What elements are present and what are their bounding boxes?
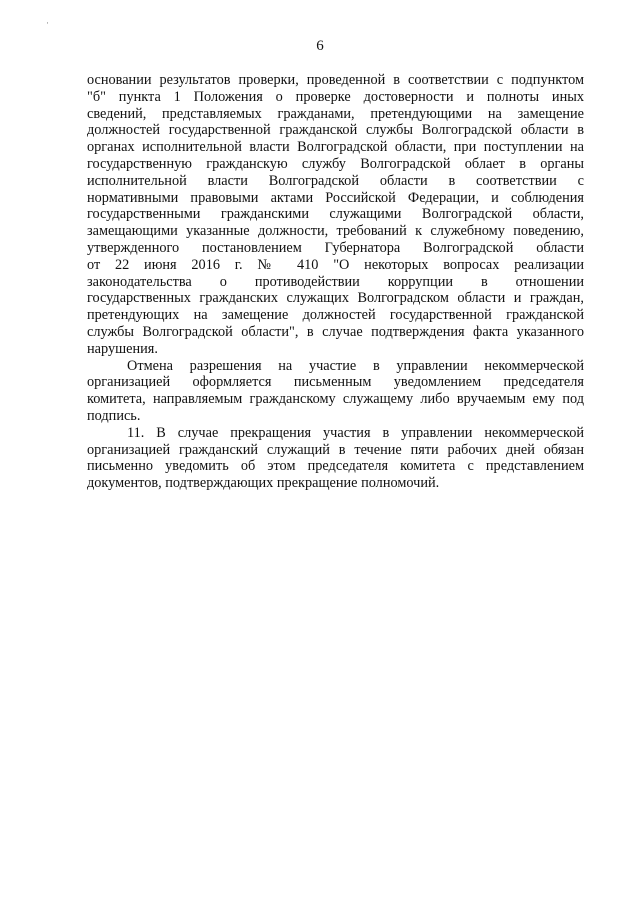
text-line: Отмена разрешения на участие в управлении некоммерческой xyxy=(127,357,584,374)
text-line: от 22 июня 2016 г. № 410 "О некоторых вопросах реализации xyxy=(87,256,584,273)
text-line: законодательства о противодействии коррупции в отношении xyxy=(87,273,584,290)
text-line: документов, подтверждающих прекращение полномочий. xyxy=(87,475,440,492)
text-line: органах исполнительной власти Волгоградской области, при поступлении на xyxy=(87,139,584,156)
text-line: сведений, представляемых гражданами, претендующими на замещение xyxy=(87,105,584,122)
text-line: организацией гражданский служащий в течение пяти рабочих дней обязан xyxy=(87,441,584,458)
text-line: организацией оформляется письменным уведомлением председателя xyxy=(87,374,584,391)
paragraph-p1 xyxy=(87,72,584,358)
text-line: основании результатов проверки, проведенной в соответствии с подпунктом xyxy=(87,72,584,88)
text-line: замещающими указанные должности, требований к служебному поведению, xyxy=(87,223,584,240)
page-number: 6 xyxy=(316,38,324,54)
text-line: государственных гражданских служащих Волгоградском области и граждан, xyxy=(87,290,584,307)
text-line: должностей государственной гражданской службы Волгоградской области в xyxy=(87,122,584,139)
text-line: письменно уведомить об этом председателя комитета с представлением xyxy=(87,458,584,475)
text-line: нормативными правовыми актами Российской Федерации, и соблюдения xyxy=(87,189,584,206)
text-line: "б" пункта 1 Положения о проверке достоверности и полноты иных xyxy=(87,88,584,105)
text-line: службы Волгоградской области", в случае подтверждения факта указанного xyxy=(87,323,584,340)
paragraph-p2 xyxy=(87,358,584,425)
text-line: претендующих на замещение должностей государственной гражданской xyxy=(87,307,584,324)
text-line: утвержденного постановлением Губернатора Волгоградской области xyxy=(87,239,584,256)
text-line: комитета, направляемым гражданскому служащему либо вручаемым ему под xyxy=(87,391,584,408)
text-line: нарушения. xyxy=(87,340,158,357)
text-line: подпись. xyxy=(87,407,141,424)
document-body xyxy=(87,72,584,492)
text-line: государственную гражданскую службу Волгоградской облает в органы xyxy=(87,155,584,172)
text-line: 11. В случае прекращения участия в управлении некоммерческой xyxy=(127,424,584,441)
paragraph-p3 xyxy=(87,425,584,492)
margin-mark: · xyxy=(46,18,49,28)
text-line: государственными гражданскими служащими Волгоградской области, xyxy=(87,206,584,223)
text-line: исполнительной власти Волгоградской области в соответствии с xyxy=(87,172,584,189)
